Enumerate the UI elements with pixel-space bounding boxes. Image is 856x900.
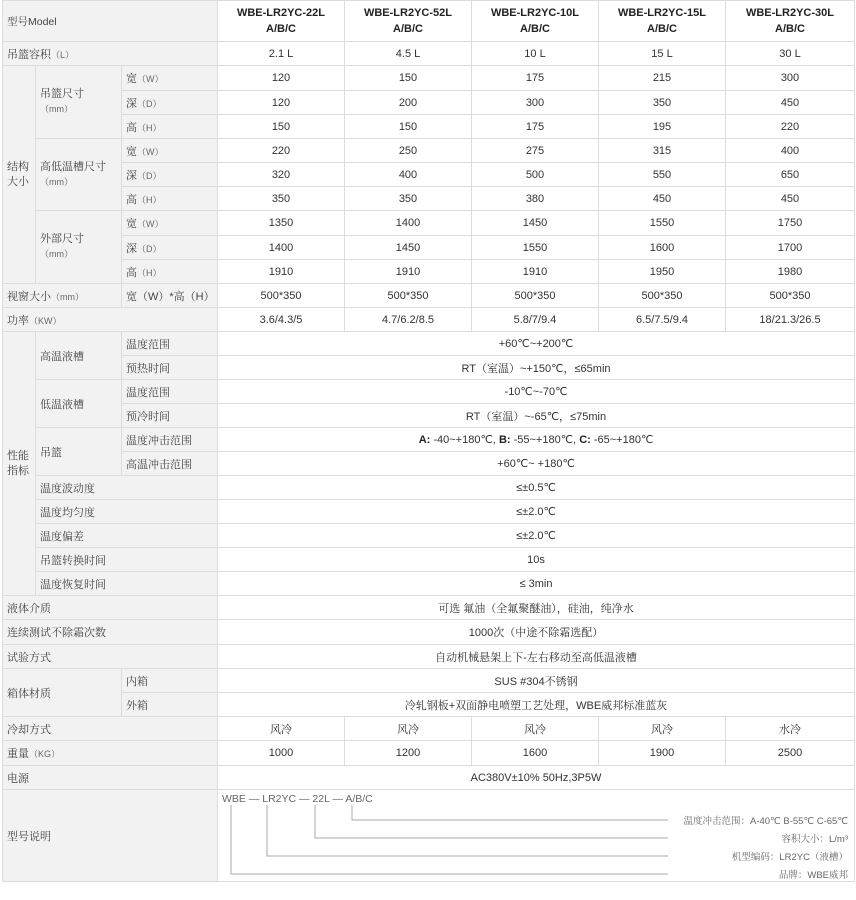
material-row [3,693,855,717]
cell: 风冷 [345,717,472,741]
bath-size-label: 高低温槽尺寸 （mm） [36,139,122,211]
dim-label: 高（H） [122,260,218,284]
cell: 500*350 [599,284,726,308]
cell: 120 [218,91,345,115]
dim-label: 宽（W） [122,139,218,163]
transfer-time-label: 吊篮转换时间 [36,548,218,572]
precool-label: 预冷时间 [122,404,218,428]
test-method-value: 自动机械悬架上下-左右移动至高低温液槽 [218,645,855,669]
material-row [3,669,855,693]
continuous-value: 1000次（中途不除霜选配） [218,620,855,645]
model-code-diagram [218,791,854,881]
structure-label: 结构 大小 [3,66,36,284]
cell: 1900 [599,741,726,766]
cell: 风冷 [218,717,345,741]
cell: 650 [726,163,855,187]
precool-value: RT（室温）~-65℃，≤75min [218,404,855,428]
cell: 1910 [472,260,599,284]
cell: 2.1 L [218,42,345,66]
window-row [3,284,855,308]
power-supply-row [3,766,855,790]
cell: 320 [218,163,345,187]
cell: 水冷 [726,717,855,741]
performance-row [3,332,855,356]
fluctuation-value: ≤±0.5℃ [218,476,855,500]
transfer-time-value: 10s [218,548,855,572]
high-shock-label: 高温冲击范围 [122,452,218,476]
outer-value: 冷轧钢板+双面静电喷塑工艺处理，WBE威邦标准蓝灰 [218,693,855,717]
cell: 1600 [472,741,599,766]
cell: 350 [218,187,345,211]
cell: 450 [726,91,855,115]
cell: 195 [599,115,726,139]
liquid-label: 液体介质 [3,596,218,620]
recovery-time-value: ≤ 3min [218,572,855,596]
uniformity-value: ≤±2.0℃ [218,500,855,524]
basket-volume-label: 吊篮容积（L） [3,42,218,66]
cell: 500 [472,163,599,187]
cell: 1200 [345,741,472,766]
performance-row [3,500,855,524]
cell: 120 [218,66,345,91]
power-label: 功率（KW） [3,308,218,332]
cell: 18/21.3/26.5 [726,308,855,332]
line-shock-range [352,805,668,820]
cell: 350 [345,187,472,211]
note-volume: 容积大小：L/m³ [781,833,848,845]
continuous-label: 连续测试不除霜次数 [3,620,218,645]
cell: 4.7/6.2/8.5 [345,308,472,332]
cell: 175 [472,115,599,139]
model-desc-row [3,790,855,882]
cell: 315 [599,139,726,163]
model-desc-label: 型号说明 [3,790,218,882]
cell: 215 [599,66,726,91]
cell: 500*350 [726,284,855,308]
performance-row [3,356,855,380]
preheat-label: 预热时间 [122,356,218,380]
high-temp-range-label: 温度范围 [122,332,218,356]
shock-range-label: 温度冲击范围 [122,428,218,452]
cell: 175 [472,66,599,91]
basket-volume-row [3,42,855,66]
high-shock-value: +60℃~ +180℃ [218,452,855,476]
dim-label: 高（H） [122,187,218,211]
cell: 200 [345,91,472,115]
cell: 1450 [345,236,472,260]
header-row [3,1,855,42]
weight-label: 重量（KG） [3,741,218,766]
dim-label: 深（D） [122,236,218,260]
test-method-label: 试验方式 [3,645,218,669]
cell: 1400 [345,211,472,236]
structure-row [3,115,855,139]
basket-label: 吊篮 [36,428,122,476]
low-temp-range-label: 温度范围 [122,380,218,404]
performance-row [3,476,855,500]
model-col-4: WBE-LR2YC-15L A/B/C [599,1,726,42]
power-row [3,308,855,332]
cell: 10 L [472,42,599,66]
structure-row [3,211,855,236]
dim-label: 宽（W） [122,211,218,236]
structure-row [3,66,855,91]
structure-row [3,187,855,211]
line-brand [231,805,668,874]
cell: 1950 [599,260,726,284]
cell: 275 [472,139,599,163]
model-desc-cell [218,790,855,882]
performance-label: 性能 指标 [3,332,36,596]
dim-label: 深（D） [122,91,218,115]
model-col-3: WBE-LR2YC-10L A/B/C [472,1,599,42]
cell: 1750 [726,211,855,236]
outer-size-label: 外部尺寸 （mm） [36,211,122,284]
cell: 风冷 [472,717,599,741]
model-col-1: WBE-LR2YC-22L A/B/C [218,1,345,42]
window-label: 视窗大小（mm） [3,284,122,308]
cell: 1400 [218,236,345,260]
structure-row [3,91,855,115]
performance-row [3,524,855,548]
material-label: 箱体材质 [3,669,122,717]
basket-size-label: 吊篮尺寸 （mm） [36,66,122,139]
cell: 1550 [599,211,726,236]
structure-row [3,236,855,260]
cell: 150 [345,66,472,91]
cell: 150 [345,115,472,139]
cell: 1450 [472,211,599,236]
cell: 2500 [726,741,855,766]
deviation-label: 温度偏差 [36,524,218,548]
cell: 1910 [218,260,345,284]
cell: 15 L [599,42,726,66]
cell: 220 [726,115,855,139]
performance-row [3,452,855,476]
dim-label: 高（H） [122,115,218,139]
header-label: 型号Model [3,1,218,42]
performance-row [3,428,855,452]
liquid-row [3,596,855,620]
inner-value: SUS #304不锈钢 [218,669,855,693]
spec-table [2,0,855,882]
model-col-5: WBE-LR2YC-30L A/B/C [726,1,855,42]
fluctuation-label: 温度波动度 [36,476,218,500]
model-code: WBE — LR2YC — 22L — A/B/C [222,792,373,805]
cell: 300 [726,66,855,91]
cell: 500*350 [218,284,345,308]
low-temp-range-value: -10℃~-70℃ [218,380,855,404]
cell: 3.6/4.3/5 [218,308,345,332]
line-model-code [267,805,668,856]
cell: 150 [218,115,345,139]
weight-row [3,741,855,766]
cell: 400 [345,163,472,187]
window-sub-label: 宽（W）*高（H） [122,284,218,308]
recovery-time-label: 温度恢复时间 [36,572,218,596]
cell: 4.5 L [345,42,472,66]
cooling-label: 冷却方式 [3,717,218,741]
note-shock-range: 温度冲击范围：A-40℃ B-55℃ C-65℃ [683,815,848,827]
performance-row [3,380,855,404]
preheat-value: RT（室温）~+150℃，≤65min [218,356,855,380]
note-model-code: 机型编码：LR2YC（液槽） [731,851,848,863]
cell: 550 [599,163,726,187]
cell: 500*350 [345,284,472,308]
cell: 5.8/7/9.4 [472,308,599,332]
cell: 1000 [218,741,345,766]
cell: 6.5/7.5/9.4 [599,308,726,332]
cell: 220 [218,139,345,163]
cell: 1910 [345,260,472,284]
performance-row [3,404,855,428]
cell: 500*350 [472,284,599,308]
performance-row [3,572,855,596]
line-volume [315,805,668,838]
high-bath-label: 高温液槽 [36,332,122,380]
cell: 250 [345,139,472,163]
cooling-row [3,717,855,741]
cell: 380 [472,187,599,211]
low-bath-label: 低温液槽 [36,380,122,428]
model-col-2: WBE-LR2YC-52L A/B/C [345,1,472,42]
cell: 1350 [218,211,345,236]
outer-label: 外箱 [122,693,218,717]
high-temp-range-value: +60℃~+200℃ [218,332,855,356]
cell: 1980 [726,260,855,284]
performance-row [3,548,855,572]
cell: 350 [599,91,726,115]
cell: 30 L [726,42,855,66]
note-brand: 品牌：WBE威邦 [778,869,848,881]
structure-row [3,163,855,187]
deviation-value: ≤±2.0℃ [218,524,855,548]
test-method-row [3,645,855,669]
cell: 300 [472,91,599,115]
shock-range-value: A: -40~+180℃, B: -55~+180℃, C: -65~+180℃ [218,428,855,452]
cell: 450 [726,187,855,211]
structure-row [3,260,855,284]
power-supply-value: AC380V±10% 50Hz,3P5W [218,766,855,790]
liquid-value: 可选 氟油（全氟聚醚油），硅油，纯净水 [218,596,855,620]
dim-label: 宽（W） [122,66,218,91]
continuous-row [3,620,855,645]
cell: 400 [726,139,855,163]
cell: 风冷 [599,717,726,741]
cell: 1600 [599,236,726,260]
dim-label: 深（D） [122,163,218,187]
cell: 1700 [726,236,855,260]
structure-row [3,139,855,163]
inner-label: 内箱 [122,669,218,693]
cell: 450 [599,187,726,211]
cell: 1550 [472,236,599,260]
power-supply-label: 电源 [3,766,218,790]
uniformity-label: 温度均匀度 [36,500,218,524]
